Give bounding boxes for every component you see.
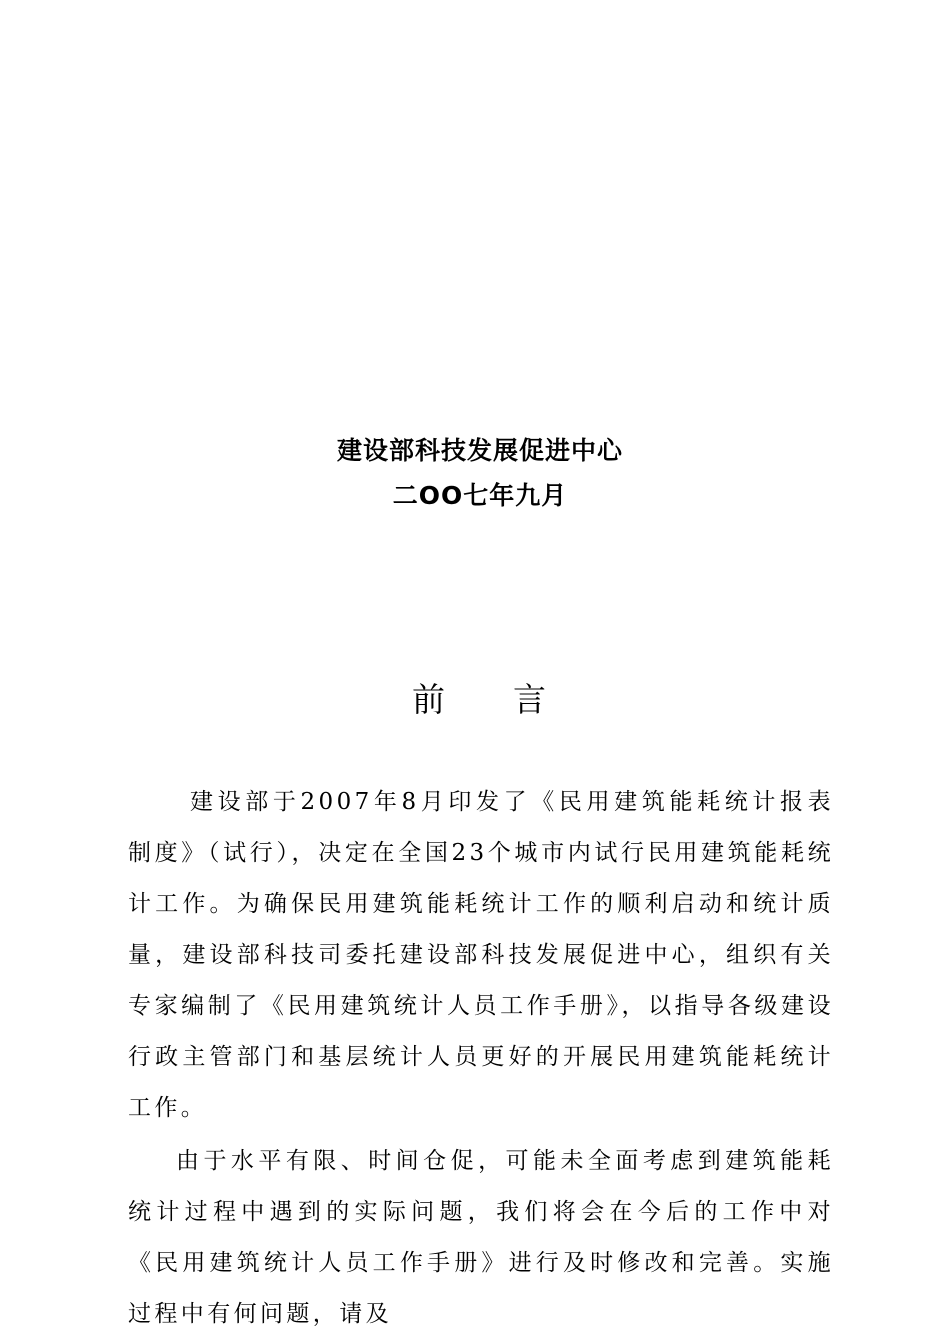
organization-name: 建设部科技发展促进中心 [336, 436, 623, 465]
preface-body [128, 777, 834, 1340]
preface-paragraph-2: 由于水平有限、时间仓促，可能未全面考虑到建筑能耗统计过程中遇到的实际问题，我们将会在今后的工作中对《民用建筑统计人员工作手册》进行及时修改和完善。实施过程中有何问题，请及 [128, 1148, 834, 1327]
publication-date: 二OO七年九月 [392, 481, 568, 510]
preface-heading-right: 言 [513, 680, 546, 719]
preface-paragraph-1: 建设部于2007年8月印发了《民用建筑能耗统计报表制度》（试行），决定在全国23个城市内试行民用建筑能耗统计工作。为确保民用建筑能耗统计工作的顺利启动和统计质量，建设部科技司委托建设部科技发展促进中心，组织有关专家编制了《民用建筑统计人员工作手册》，以指导各级建设行政主管部门和基层统计人员更好的开展民用建筑能耗统计工作。 [128, 789, 834, 1121]
preface-heading-left: 前 [412, 680, 445, 719]
preface-heading [0, 678, 950, 722]
cover-block [0, 428, 950, 518]
